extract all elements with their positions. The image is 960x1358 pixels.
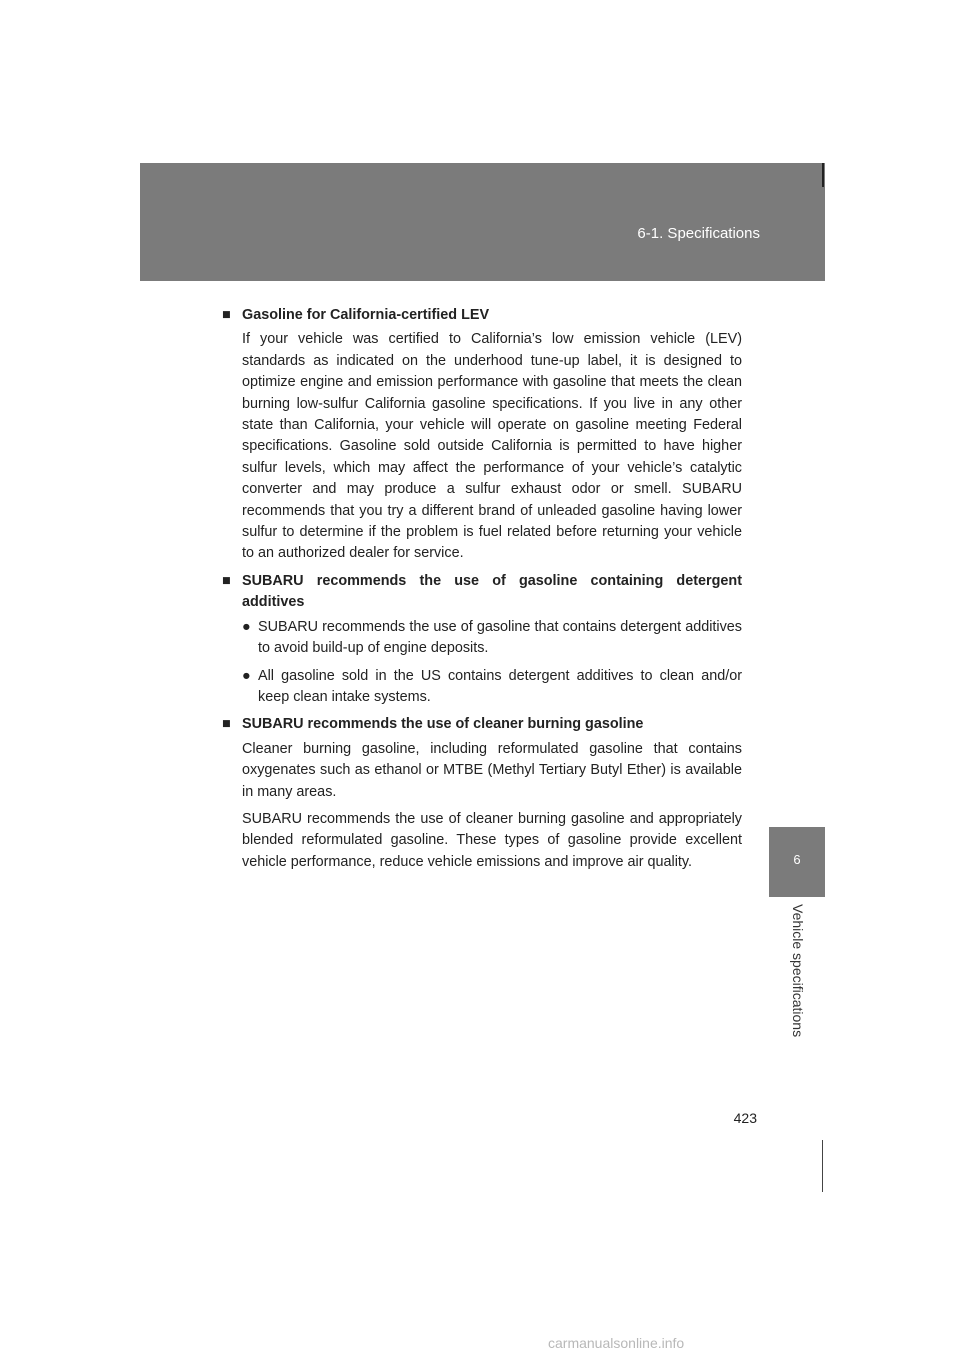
page-number: 423 (733, 1110, 757, 1126)
section-header-band (140, 163, 825, 281)
section-heading (222, 714, 742, 735)
section-title: 6-1. Specifications (637, 225, 760, 242)
circle-bullet-icon: ● (242, 618, 251, 635)
page-content (222, 305, 742, 879)
margin-line (822, 1140, 823, 1192)
section-heading-text: Gasoline for California-certified LEV (242, 307, 490, 323)
chapter-tab-number: 6 (793, 852, 801, 867)
section-heading (222, 571, 742, 614)
section-heading-text: SUBARU recommends the use of gasoline containing detergent additives (242, 572, 742, 611)
square-bullet-icon: ■ (222, 716, 231, 733)
list-item (242, 666, 742, 709)
paragraph: SUBARU recommends the use of cleaner burning gasoline and appropriately blended reformulated gasoline. These types of gasoline provide excellent vehicle performance, reduce vehicle emissions and improve air quality. (242, 810, 742, 870)
paragraph: If your vehicle was certified to California’s low emission vehicle (LEV) standards as indicated on the underhood tune-up label, it is designed to optimize engine and emission performance with gasoline that meets the clean burning low-sulfur California gasoline specifications. If you live in any other state than California, your vehicle will operate on gasoline meeting Federal specifications. Gasoline sold outside California is permitted to have higher sulfur levels, which may affect the performance of your vehicle’s catalytic converter and may produce a sulfur exhaust odor or smell. SUBARU recommends that you try a different brand of unleaded gasoline having lower sulfur to determine if the problem is fuel related before returning your vehicle to an authorized dealer for service. (242, 331, 742, 562)
paragraph: Cleaner burning gasoline, including reformulated gasoline that contains oxygenates such as ethanol or MTBE (Methyl Tertiary Butyl Ether) is available in many areas. (242, 740, 742, 800)
list-item-text: All gasoline sold in the US contains detergent additives to clean and/or keep clean intake systems. (258, 667, 742, 705)
chapter-tab-label: Vehicle specifications (790, 904, 806, 1038)
section-heading (222, 305, 742, 326)
header-margin-line (822, 163, 824, 187)
watermark: carmanualsonline.info (548, 1335, 685, 1351)
section-heading-text: SUBARU recommends the use of cleaner burning gasoline (242, 716, 644, 733)
list-item (242, 617, 742, 660)
square-bullet-icon: ■ (222, 572, 231, 589)
square-bullet-icon: ■ (222, 307, 231, 323)
list-item-text: SUBARU recommends the use of gasoline that contains detergent additives to avoid build-up of engine deposits. (258, 618, 742, 657)
circle-bullet-icon: ● (242, 667, 251, 684)
